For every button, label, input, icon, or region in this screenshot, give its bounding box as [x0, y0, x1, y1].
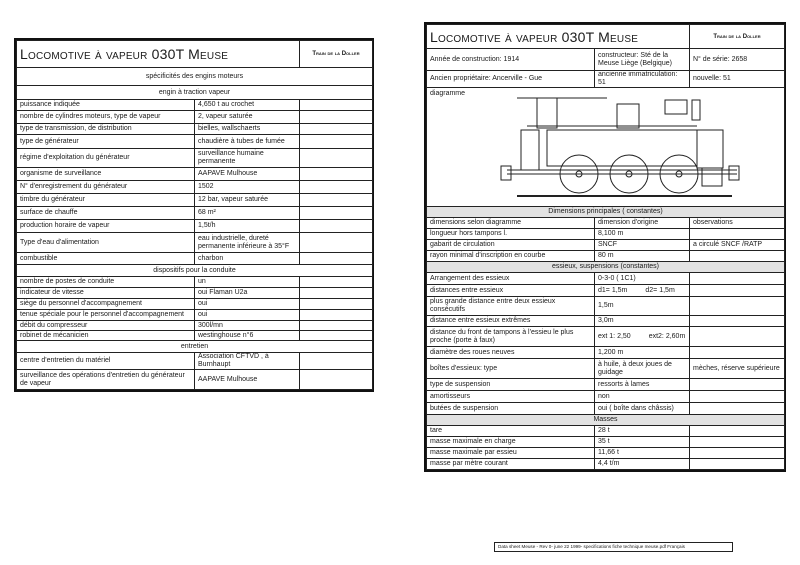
spec-label: organisme de surveillance	[17, 168, 195, 181]
axle-label: distance du front de tampons à l'essieu le plus proche (porte à faux)	[427, 327, 595, 347]
axle-row	[427, 327, 785, 347]
dimension-row	[427, 240, 785, 251]
spec-note	[300, 168, 373, 181]
spec-label: siège du personnel d'accompagnement	[17, 299, 195, 310]
document-footer: Data sheet Meuse - Rev 0- june 22 1999- specifications fiche technique meuse.pdf Français	[494, 542, 733, 552]
dimension-value: 80 m	[595, 251, 690, 262]
spec-row	[17, 299, 373, 310]
spec-label: régime d'exploitation du générateur	[17, 149, 195, 168]
spec-row	[17, 207, 373, 220]
axle-value-cell	[595, 327, 690, 347]
dimension-row	[427, 229, 785, 240]
spec-note	[300, 288, 373, 299]
right-sheet-title: Locomotive à vapeur 030T Meuse	[427, 25, 690, 49]
mass-note	[690, 426, 785, 437]
spec-row	[17, 370, 373, 390]
former-registration: ancienne immatriculation: 51	[595, 71, 690, 88]
axle-label: amortisseurs	[427, 391, 595, 403]
spec-note	[300, 124, 373, 135]
left-sheet-title: Locomotive à vapeur 030T Meuse	[17, 41, 300, 68]
axle-row	[427, 379, 785, 391]
spec-value: bielles, wallschaerts	[195, 124, 300, 135]
spec-row	[17, 321, 373, 331]
axle-value: 3,0m	[598, 317, 614, 324]
masses-heading: Masses	[427, 415, 785, 426]
spec-row	[17, 181, 373, 194]
axle-value: 0-3-0 ( 1C1)	[598, 274, 636, 282]
spec-value: 1,5t/h	[195, 220, 300, 233]
spec-label: nombre de postes de conduite	[17, 277, 195, 288]
spec-value: 68 m²	[195, 207, 300, 220]
axle-note: mèches, réserve supérieure	[690, 359, 785, 379]
spec-note	[300, 253, 373, 265]
spec-value: oui	[195, 310, 300, 321]
mass-row	[427, 448, 785, 459]
spec-value: 300l/mn	[195, 321, 300, 331]
dimension-label: longueur hors tampons l.	[427, 229, 595, 240]
axle-value-2: ext2: 2,60m	[648, 332, 686, 340]
spec-note	[300, 277, 373, 288]
left-spec-sheet	[14, 38, 374, 392]
spec-note	[300, 299, 373, 310]
axle-row	[427, 316, 785, 327]
dimensions-col-header: dimensions selon diagramme	[427, 218, 595, 229]
spec-row	[17, 288, 373, 299]
axle-value-cell	[595, 273, 690, 285]
mass-label: tare	[427, 426, 595, 437]
axle-note	[690, 347, 785, 359]
spec-row	[17, 331, 373, 341]
dimensions-heading: Dimensions principales ( constantes)	[427, 207, 785, 218]
spec-label: puissance indiquée	[17, 100, 195, 111]
dimension-label: gabarit de circulation	[427, 240, 595, 251]
axle-value: à huile, à deux joues de guidage	[598, 360, 672, 376]
diagram-cell	[427, 88, 785, 207]
axle-value: 1,200 m	[598, 348, 624, 356]
spec-label: tenue spéciale pour le personnel d'accompagnement	[17, 310, 195, 321]
spec-row	[17, 149, 373, 168]
axle-value: ressorts à lames	[598, 380, 650, 388]
mass-row	[427, 426, 785, 437]
spec-value: 4,650 t au crochet	[195, 100, 300, 111]
locomotive-diagram-image	[497, 96, 747, 200]
builder: constructeur: Sté de la Meuse Liège (Belgique)	[595, 49, 690, 71]
spec-label: type de générateur	[17, 135, 195, 149]
axle-row	[427, 297, 785, 316]
spec-value: charbon	[195, 253, 300, 265]
spec-note	[300, 111, 373, 124]
spec-label: N° d'enregistrement du générateur	[17, 181, 195, 194]
axle-row	[427, 391, 785, 403]
axle-note	[690, 273, 785, 285]
spec-note	[300, 149, 373, 168]
axle-note	[690, 391, 785, 403]
spec-label: indicateur de vitesse	[17, 288, 195, 299]
spec-note	[300, 321, 373, 331]
axle-value-cell	[595, 316, 690, 327]
axle-value-2: d2= 1,5m	[645, 286, 675, 294]
axle-value-cell	[595, 285, 690, 297]
axle-value-cell	[595, 391, 690, 403]
spec-label: Type d'eau d'alimentation	[17, 233, 195, 253]
axle-label: Arrangement des essieux	[427, 273, 595, 285]
axle-value: d1= 1,5m	[598, 286, 628, 294]
axle-note	[690, 297, 785, 316]
spec-note	[300, 181, 373, 194]
diagram-label: diagramme	[430, 90, 466, 97]
mass-note	[690, 437, 785, 448]
axle-label: boîtes d'essieux: type	[427, 359, 595, 379]
serial-number: N° de série: 2658	[690, 49, 785, 71]
axle-note	[690, 403, 785, 415]
axle-row	[427, 285, 785, 297]
mass-value: 4,4 t/m	[595, 459, 690, 470]
spec-label: production horaire de vapeur	[17, 220, 195, 233]
spec-label: débit du compresseur	[17, 321, 195, 331]
axle-value: ext 1: 2,50	[598, 332, 631, 340]
mass-value: 35 t	[595, 437, 690, 448]
axle-label: diamètre des roues neuves	[427, 347, 595, 359]
axle-label: butées de suspension	[427, 403, 595, 415]
mass-note	[690, 459, 785, 470]
spec-value: AAPAVE Mulhouse	[195, 168, 300, 181]
axle-value-cell	[595, 347, 690, 359]
axle-value: non	[598, 392, 610, 400]
axle-note	[690, 316, 785, 327]
spec-value: un	[195, 277, 300, 288]
spec-note	[300, 233, 373, 253]
axle-value: oui ( boîte dans châssis)	[598, 404, 674, 412]
spec-note	[300, 331, 373, 341]
axle-row	[427, 359, 785, 379]
spec-row	[17, 233, 373, 253]
spec-note	[300, 194, 373, 207]
spec-value: chaudière à tubes de fumée	[195, 135, 300, 149]
left-main-section-heading: spécificités des engins moteurs	[17, 68, 373, 86]
axle-value-cell	[595, 379, 690, 391]
spec-value: 2, vapeur saturée	[195, 111, 300, 124]
mass-row	[427, 437, 785, 448]
spec-row	[17, 253, 373, 265]
right-brand-logo: Train de la Doller	[690, 25, 785, 49]
spec-row	[17, 353, 373, 370]
spec-value: 12 bar, vapeur saturée	[195, 194, 300, 207]
spec-value: westinghouse n°6	[195, 331, 300, 341]
spec-label: type de transmission, de distribution	[17, 124, 195, 135]
spec-note	[300, 135, 373, 149]
axle-label: plus grande distance entre deux essieux consécutifs	[427, 297, 595, 316]
dimension-row	[427, 251, 785, 262]
spec-row	[17, 111, 373, 124]
dimension-value: SNCF	[595, 240, 690, 251]
spec-label: combustible	[17, 253, 195, 265]
spec-note	[300, 220, 373, 233]
spec-note	[300, 310, 373, 321]
spec-value: AAPAVE Mulhouse	[195, 370, 300, 390]
axle-row	[427, 347, 785, 359]
left-section-heading: dispositifs pour la conduite	[17, 265, 373, 277]
spec-row	[17, 220, 373, 233]
mass-label: masse maximale par essieu	[427, 448, 595, 459]
new-registration: nouvelle: 51	[690, 71, 785, 88]
mass-label: masse par mètre courant	[427, 459, 595, 470]
dimension-label: rayon minimal d'inscription en courbe	[427, 251, 595, 262]
axle-label: distances entre essieux	[427, 285, 595, 297]
right-spec-table	[426, 24, 785, 470]
left-section-heading: entretien	[17, 341, 373, 353]
spec-value: surveillance humaine permanente	[195, 149, 300, 168]
axle-label: type de suspension	[427, 379, 595, 391]
spec-value: eau industrielle, dureté permanente inférieure à 35°F	[195, 233, 300, 253]
spec-value: 1502	[195, 181, 300, 194]
spec-label: surface de chauffe	[17, 207, 195, 220]
construction-year: Année de construction: 1914	[427, 49, 595, 71]
axle-row	[427, 403, 785, 415]
spec-row	[17, 277, 373, 288]
right-spec-sheet	[424, 22, 786, 472]
spec-label: robinet de mécanicien	[17, 331, 195, 341]
spec-row	[17, 194, 373, 207]
mass-value: 28 t	[595, 426, 690, 437]
spec-value: oui	[195, 299, 300, 310]
axle-note	[690, 327, 785, 347]
axle-value-cell	[595, 403, 690, 415]
left-spec-table	[16, 40, 373, 390]
spec-row	[17, 124, 373, 135]
left-section-heading: engin à traction vapeur	[17, 86, 373, 100]
spec-value: Association CFTVD , à Burnhaupt	[195, 353, 300, 370]
axle-value-cell	[595, 297, 690, 316]
left-brand-logo: Train de la Doller	[300, 41, 373, 68]
axles-heading: essieux, suspensions (constantes)	[427, 262, 785, 273]
spec-label: timbre du générateur	[17, 194, 195, 207]
mass-note	[690, 448, 785, 459]
dimension-note	[690, 229, 785, 240]
spec-note	[300, 207, 373, 220]
mass-value: 11,66 t	[595, 448, 690, 459]
axle-note	[690, 285, 785, 297]
spec-note	[300, 353, 373, 370]
axle-row	[427, 273, 785, 285]
dimensions-col-header: observations	[690, 218, 785, 229]
axle-label: distance entre essieux extrêmes	[427, 316, 595, 327]
dimension-value: 8,100 m	[595, 229, 690, 240]
spec-row	[17, 310, 373, 321]
axle-value: 1,5m	[598, 302, 614, 309]
mass-label: masse maximale en charge	[427, 437, 595, 448]
spec-label: surveillance des opérations d'entretien du générateur de vapeur	[17, 370, 195, 390]
spec-label: centre d'entretien du matériel	[17, 353, 195, 370]
mass-row	[427, 459, 785, 470]
former-owner: Ancien propriétaire: Ancerville - Gue	[427, 71, 595, 88]
spec-label: nombre de cylindres moteurs, type de vapeur	[17, 111, 195, 124]
spec-row	[17, 135, 373, 149]
spec-note	[300, 370, 373, 390]
dimensions-col-header: dimension d'origine	[595, 218, 690, 229]
axle-value-cell	[595, 359, 690, 379]
spec-row	[17, 100, 373, 111]
spec-note	[300, 100, 373, 111]
axle-note	[690, 379, 785, 391]
spec-value: oui Flaman U2a	[195, 288, 300, 299]
dimension-note	[690, 251, 785, 262]
spec-row	[17, 168, 373, 181]
dimension-note: a circulé SNCF /RATP	[690, 240, 785, 251]
